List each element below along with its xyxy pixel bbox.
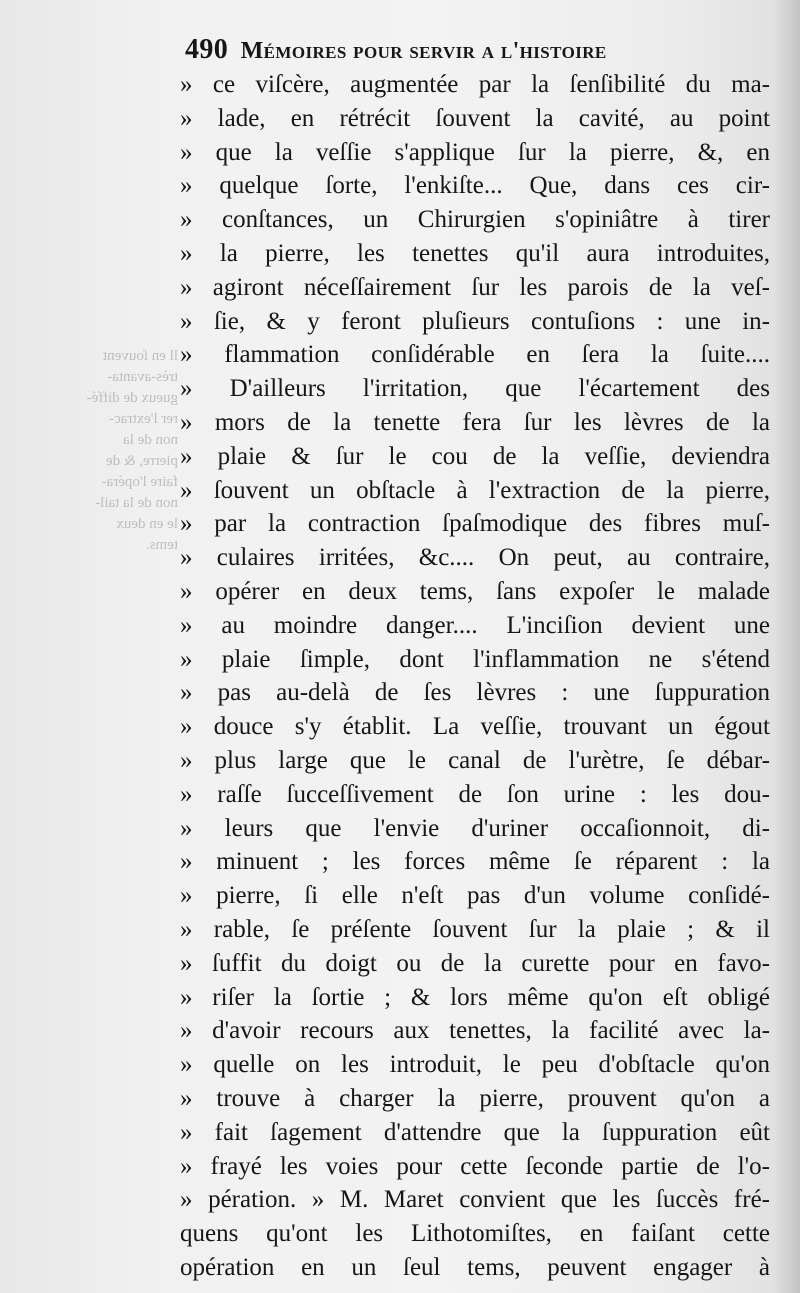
text-line: » que la veſſie s'applique ſur la pierre, &, en bbox=[180, 138, 770, 166]
text-line: » quelque ſorte, l'enkiſte... Que, dans ces cir- bbox=[180, 172, 770, 200]
text-line: » au moindre danger.... L'inciſion devient une bbox=[180, 611, 770, 639]
running-title: Mémoires pour servir a l'histoire bbox=[240, 38, 607, 64]
text-line: » plaie & ſur le cou de la veſſie, deviendra bbox=[180, 442, 770, 470]
text-line: » leurs que l'envie d'uriner occaſionnoit, di- bbox=[180, 814, 770, 842]
text-line: » rable, ſe préſente ſouvent ſur la plaie ; & il bbox=[180, 915, 770, 943]
text-line: » flammation conſidérable en ſera la ſuite.... bbox=[180, 341, 770, 369]
text-line: » ſie, & y feront pluſieurs contuſions : une in- bbox=[180, 307, 770, 335]
text-line: » douce s'y établit. La veſſie, trouvant un égout bbox=[180, 713, 770, 741]
text-line: » plus large que le canal de l'urètre, ſe débar- bbox=[180, 746, 770, 774]
bleed-line: ll en ſouvent bbox=[103, 348, 178, 364]
text-line: » conſtances, un Chirurgien s'opiniâtre à tirer bbox=[180, 206, 770, 234]
bleed-line: non de la tail- bbox=[95, 495, 178, 511]
page-number: 490 bbox=[185, 34, 229, 65]
bleed-line: non de la bbox=[123, 432, 178, 448]
bleed-line: tems. bbox=[145, 537, 178, 553]
text-line: » culaires irritées, &c.... On peut, au contraire, bbox=[180, 544, 770, 572]
bleed-line: le en deux bbox=[116, 516, 178, 532]
text-line: » quelle on les introduit, le peu d'obſtacle qu'on bbox=[180, 1051, 770, 1079]
text-line: » raſſe ſucceſſivement de ſon urine : les dou- bbox=[180, 780, 770, 808]
page-edge-shadow bbox=[774, 0, 800, 1293]
bleed-line: très-avanta- bbox=[107, 369, 178, 385]
text-line: » pas au-delà de ſes lèvres : une ſuppuration bbox=[180, 679, 770, 707]
text-line: » la pierre, les tenettes qu'il aura introduites, bbox=[180, 239, 770, 267]
text-line: » plaie ſimple, dont l'inflammation ne s'étend bbox=[180, 645, 770, 673]
bleed-line: gueux de diffé- bbox=[86, 390, 178, 406]
text-line: » pération. » M. Maret convient que les ſuccès fré- bbox=[180, 1186, 770, 1214]
running-header bbox=[185, 34, 745, 68]
text-line: » ce viſcère, augmentée par la ſenſibilité du ma- bbox=[180, 71, 770, 98]
text-line: » ſouvent un obſtacle à l'extraction de la pierre, bbox=[180, 476, 770, 504]
bleed-line: faire l'opéra- bbox=[101, 474, 178, 490]
text-line: » mors de la tenette fera ſur les lèvres de la bbox=[180, 408, 770, 436]
text-line: » d'avoir recours aux tenettes, la facilité avec la- bbox=[180, 1017, 770, 1045]
text-line: » agiront néceſſairement ſur les parois de la veſ- bbox=[180, 273, 770, 301]
text-line: » opérer en deux tems, ſans expoſer le malade bbox=[180, 577, 770, 605]
text-line: » fait ſagement d'attendre que la ſuppuration eût bbox=[180, 1118, 770, 1146]
text-line: » riſer la ſortie ; & lors même qu'on eſt obligé bbox=[180, 983, 770, 1011]
reverse-side-bleed-through bbox=[42, 346, 178, 556]
bleed-line: rer l'extrac- bbox=[109, 411, 178, 427]
text-line: opération en un ſeul tems, peuvent engager à bbox=[180, 1253, 770, 1281]
bleed-line: pierre, & de bbox=[105, 453, 178, 469]
text-line: » frayé les voies pour cette ſeconde partie de l'o- bbox=[180, 1152, 770, 1180]
main-text-block bbox=[180, 68, 770, 1285]
text-line: » trouve à charger la pierre, prouvent qu'on a bbox=[180, 1084, 770, 1112]
text-line: » pierre, ſi elle n'eſt pas d'un volume conſidé- bbox=[180, 882, 770, 910]
text-line: » D'ailleurs l'irritation, que l'écartement des bbox=[180, 375, 770, 403]
text-line: » minuent ; les forces même ſe réparent : la bbox=[180, 848, 770, 876]
text-line: quens qu'ont les Lithotomiſtes, en faiſant cette bbox=[180, 1220, 770, 1248]
text-line: » ſuffit du doigt ou de la curette pour en favo- bbox=[180, 949, 770, 977]
text-line: » par la contraction ſpaſmodique des fibres muſ- bbox=[180, 510, 770, 538]
text-line: » lade, en rétrécit ſouvent la cavité, au point bbox=[180, 104, 770, 132]
